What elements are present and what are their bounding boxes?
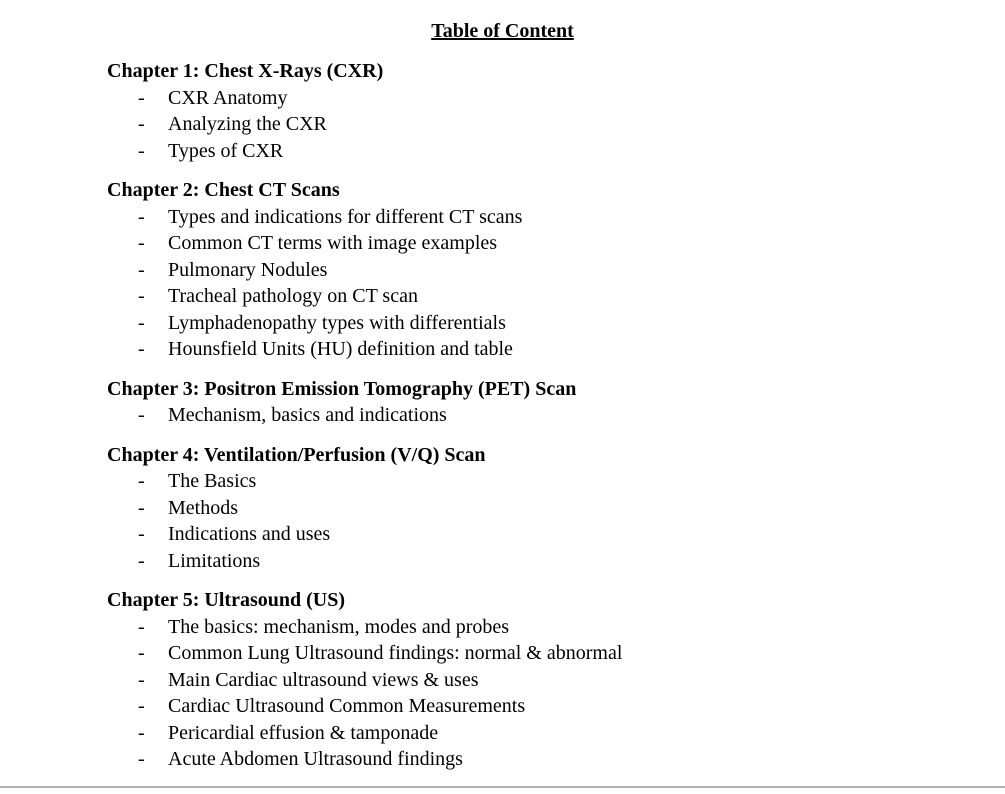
toc-item-label: Types of CXR bbox=[168, 139, 284, 162]
bullet-dash: - bbox=[138, 615, 145, 638]
chapter-heading: Chapter 4: Ventilation/Perfusion (V/Q) Scan bbox=[107, 443, 486, 466]
bullet-dash: - bbox=[138, 642, 145, 664]
toc-item-label: Analyzing the CXR bbox=[168, 113, 327, 135]
toc-item-label: Types and indications for different CT scans bbox=[168, 205, 523, 228]
chapter-heading: Chapter 2: Chest CT Scans bbox=[107, 179, 340, 201]
toc-item bbox=[107, 204, 1005, 231]
bullet-dash: - bbox=[138, 470, 145, 492]
chapter-3 bbox=[107, 376, 1005, 429]
bullet-dash: - bbox=[138, 139, 145, 162]
chapter-heading: Chapter 3: Positron Emission Tomography (PET) Scan bbox=[107, 377, 577, 400]
page-title: Table of Content bbox=[431, 20, 574, 42]
bullet-dash: - bbox=[138, 668, 145, 691]
toc-item bbox=[107, 521, 1005, 548]
toc-item bbox=[107, 495, 1005, 522]
chapter-5 bbox=[107, 587, 1005, 773]
chapter-heading: Chapter 5: Ultrasound (US) bbox=[107, 589, 345, 611]
toc-item bbox=[107, 283, 1005, 310]
bullet-dash: - bbox=[138, 721, 145, 744]
toc-item-label: Common Lung Ultrasound findings: normal & abnormal bbox=[168, 642, 623, 664]
toc-item-label: Pericardial effusion & tamponade bbox=[168, 721, 439, 744]
toc-item-label: Methods bbox=[168, 496, 238, 519]
toc-item-label: The Basics bbox=[168, 470, 257, 492]
toc-item-label: The basics: mechanism, modes and probes bbox=[168, 615, 510, 638]
bullet-dash: - bbox=[138, 496, 145, 519]
toc-item bbox=[107, 111, 1005, 138]
toc-item-label: Hounsfield Units (HU) definition and table bbox=[168, 338, 513, 360]
chapter-2 bbox=[107, 177, 1005, 363]
toc-item bbox=[107, 310, 1005, 337]
bullet-dash: - bbox=[138, 232, 145, 254]
toc-item bbox=[107, 336, 1005, 363]
toc-item bbox=[107, 85, 1005, 112]
toc-item bbox=[107, 402, 1005, 429]
bullet-dash: - bbox=[138, 338, 145, 360]
chapter-list bbox=[0, 58, 1005, 773]
toc-item bbox=[107, 257, 1005, 284]
toc-item bbox=[107, 720, 1005, 747]
toc-item-label: Main Cardiac ultrasound views & uses bbox=[168, 668, 479, 691]
page-bottom-divider bbox=[0, 786, 1005, 788]
bullet-dash: - bbox=[138, 404, 145, 426]
bullet-dash: - bbox=[138, 523, 145, 545]
toc-item bbox=[107, 548, 1005, 575]
toc-item bbox=[107, 614, 1005, 641]
toc-item-label: Lymphadenopathy types with differentials bbox=[168, 311, 506, 334]
toc-item bbox=[107, 746, 1005, 773]
toc-item-label: Cardiac Ultrasound Common Measurements bbox=[168, 695, 526, 717]
toc-item bbox=[107, 230, 1005, 257]
bullet-dash: - bbox=[138, 205, 145, 228]
toc-item bbox=[107, 468, 1005, 495]
toc-item bbox=[107, 640, 1005, 667]
bullet-dash: - bbox=[138, 113, 145, 135]
bullet-dash: - bbox=[138, 748, 145, 770]
toc-item-label: Indications and uses bbox=[168, 523, 331, 545]
chapter-4 bbox=[107, 442, 1005, 575]
bullet-dash: - bbox=[138, 549, 145, 572]
toc-item bbox=[107, 667, 1005, 694]
bullet-dash: - bbox=[138, 86, 145, 109]
toc-item-label: Acute Abdomen Ultrasound findings bbox=[168, 748, 463, 770]
chapter-heading: Chapter 1: Chest X-Rays (CXR) bbox=[107, 60, 384, 82]
toc-item-label: Common CT terms with image examples bbox=[168, 232, 498, 254]
toc-item-label: Mechanism, basics and indications bbox=[168, 404, 447, 426]
toc-item-label: Tracheal pathology on CT scan bbox=[168, 285, 418, 307]
bullet-dash: - bbox=[138, 285, 145, 307]
toc-item bbox=[107, 138, 1005, 165]
toc-item-label: Pulmonary Nodules bbox=[168, 258, 328, 281]
bullet-dash: - bbox=[138, 695, 145, 717]
bullet-dash: - bbox=[138, 258, 145, 281]
toc-item bbox=[107, 693, 1005, 720]
toc-item-label: CXR Anatomy bbox=[168, 86, 288, 109]
toc-item-label: Limitations bbox=[168, 549, 261, 572]
bullet-dash: - bbox=[138, 311, 145, 334]
chapter-1 bbox=[107, 58, 1005, 164]
